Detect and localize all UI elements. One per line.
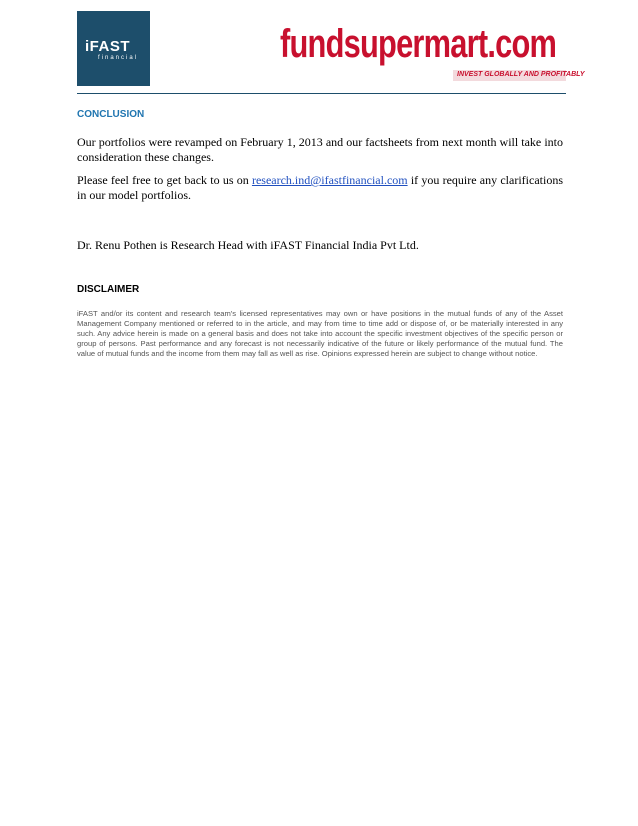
paragraph-2-text-before: Please feel free to get back to us on: [77, 173, 252, 187]
conclusion-paragraph-1: Our portfolios were revamped on February 1, 2013 and our factsheets from next month will take into consideration these changes.: [77, 135, 563, 164]
ifast-logo-subtext: financial: [98, 55, 139, 61]
disclaimer-text: iFAST and/or its content and research team's licensed representatives may own or have positions in the mutual funds of any of the Asset Management Company mentioned or referred to in the article, and may from time to time add or dispose of, or be materially interested in any such. Any advice herein is made on a general basis and does not take into account the specific investment objectives of the specific person or group of persons. Past performance and any forecast is not necessarily indicative of the future or likely performance of the mutual fund. The value of mutual funds and the income from them may fall as well as rise. Opinions expressed herein are subject to change without notice.: [77, 309, 563, 358]
fundsupermart-tagline: INVEST GLOBALLY AND PROFITABLY: [457, 71, 585, 78]
disclaimer-heading: DISCLAIMER: [77, 284, 140, 295]
author-line: Dr. Renu Pothen is Research Head with iFAST Financial India Pvt Ltd.: [77, 238, 419, 252]
email-link[interactable]: research.ind@ifastfinancial.com: [251, 173, 408, 187]
fundsupermart-logo: [280, 22, 585, 84]
fundsupermart-logo-text: fundsupermart.com: [280, 22, 557, 66]
ifast-logo: [77, 11, 150, 86]
paragraph-2-text-after: if you require any clarifications in our model portfolios.: [77, 173, 563, 202]
conclusion-paragraph-2: [77, 173, 563, 203]
ifast-logo-text: iFAST: [85, 38, 131, 55]
conclusion-heading: CONCLUSION: [77, 109, 145, 120]
header-divider: [77, 93, 566, 94]
